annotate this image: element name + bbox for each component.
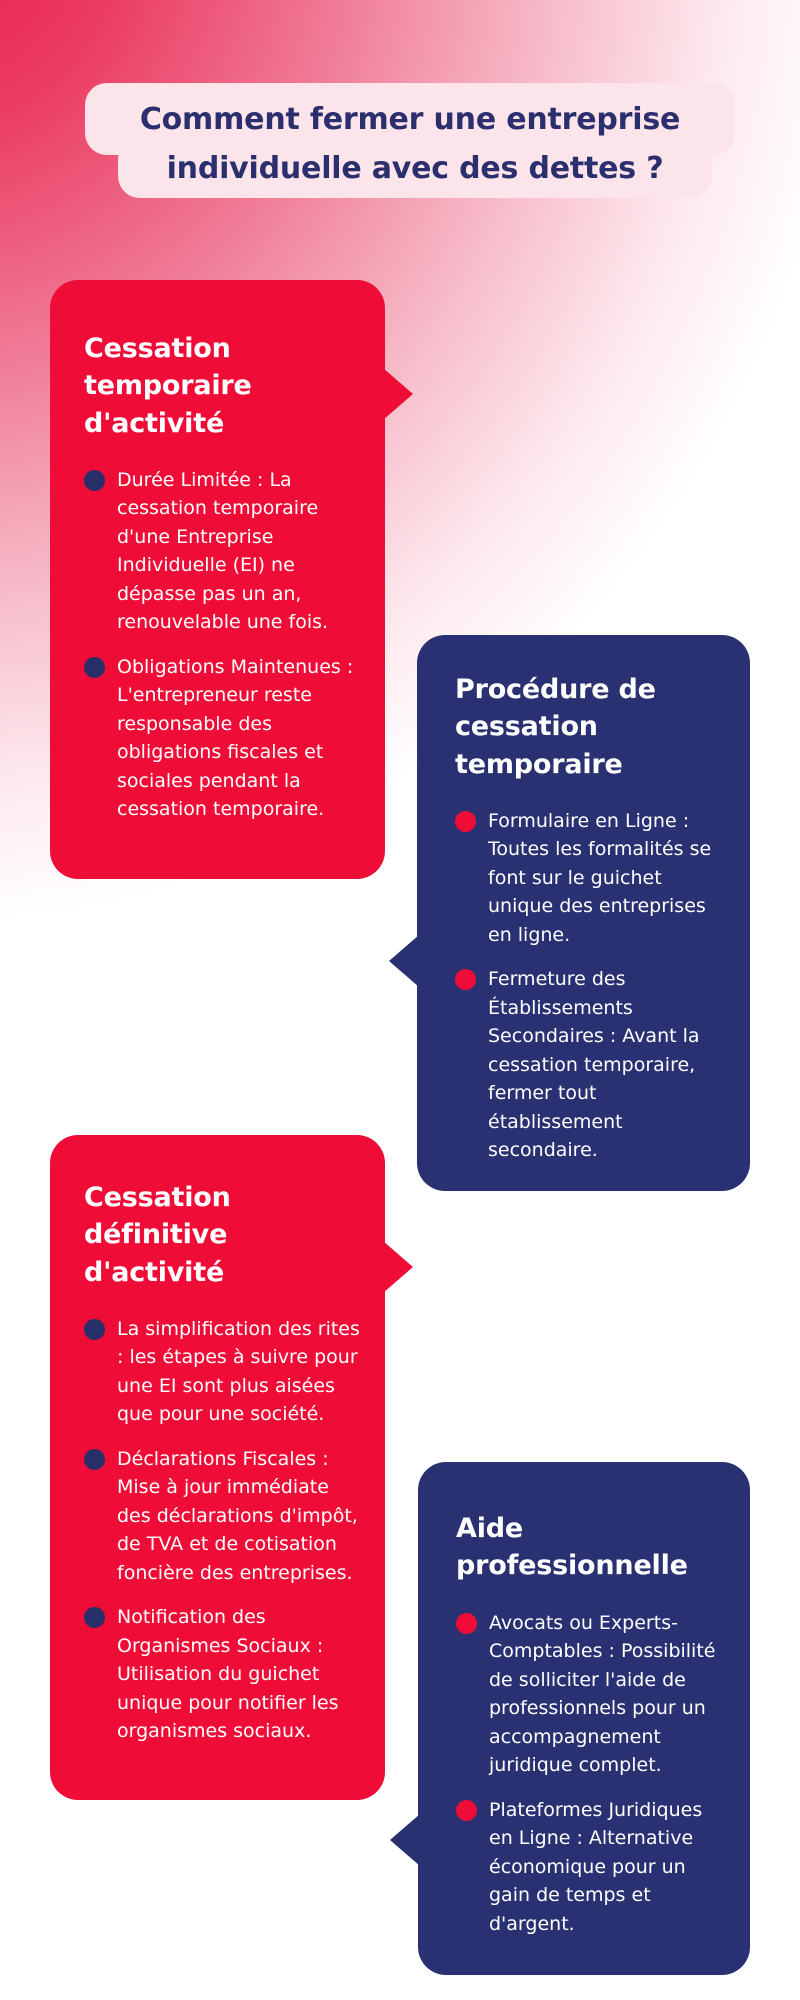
bullet-text: Obligations Maintenues : L'entrepreneur reste responsable des obligations fiscales et sociales pendant la cessation temporaire. xyxy=(117,655,354,821)
bullet-text: Notification des Organismes Sociaux : Utilisation du guichet unique pour notifier les organismes sociaux. xyxy=(117,1606,339,1743)
bullet-dot-icon xyxy=(84,1319,105,1340)
list-item xyxy=(84,1603,365,1746)
card-tail-left xyxy=(389,935,419,987)
bullet-text: Formulaire en Ligne : Toutes les formalités se font sur le guichet unique des entreprises en ligne. xyxy=(488,809,712,946)
card-title: Cessation temporaire d'activité xyxy=(84,333,252,439)
list-item xyxy=(84,466,361,637)
list-item xyxy=(84,653,361,824)
list-item xyxy=(456,1796,728,1939)
page-title xyxy=(85,83,735,198)
bullet-text: Fermeture des Établissements Secondaires : Avant la cessation temporaire, fermer tout établissement secondaire. xyxy=(488,968,700,1162)
card-cessation-definitive xyxy=(50,1135,385,1800)
list-item xyxy=(455,965,728,1165)
card-procedure-cessation xyxy=(417,635,750,1191)
card-title: Aide professionnelle xyxy=(456,1513,688,1582)
card-cessation-temporaire xyxy=(50,280,385,879)
bullet-dot-icon xyxy=(456,1613,477,1634)
card-tail-right xyxy=(383,368,413,420)
list-item xyxy=(84,1445,365,1588)
card-title: Procédure de cessation temporaire xyxy=(455,674,656,780)
bullet-text: Plateformes Juridiques en Ligne : Alternative économique pour un gain de temps et d'argent. xyxy=(489,1798,703,1935)
bullet-dot-icon xyxy=(84,1449,105,1470)
card-title: Cessation définitive d'activité xyxy=(84,1182,231,1288)
bullet-dot-icon xyxy=(84,657,105,678)
bullet-dot-icon xyxy=(455,811,476,832)
bullet-dot-icon xyxy=(84,470,105,491)
bullet-dot-icon xyxy=(455,969,476,990)
page-title-line-2: individuelle avec des dettes ? xyxy=(118,138,712,198)
list-item xyxy=(84,1315,365,1429)
bullet-text: Avocats ou Experts-Comptables : Possibilité de solliciter l'aide de professionnels pour un accompagnement juridique complet. xyxy=(489,1611,716,1776)
bullet-text: Déclarations Fiscales : Mise à jour immédiate des déclarations d'impôt, de TVA et de cotisation foncière des entreprises. xyxy=(117,1447,358,1584)
bullet-text: Durée Limitée : La cessation temporaire d'une Entreprise Individuelle (EI) ne dépasse pas un an, renouvelable une fois. xyxy=(117,468,329,634)
page-title-line-1: Comment fermer une entreprise xyxy=(85,83,735,155)
card-tail-right xyxy=(383,1241,413,1293)
list-item xyxy=(455,807,728,950)
bullet-dot-icon xyxy=(84,1607,105,1628)
card-aide-professionnelle xyxy=(418,1462,750,1975)
bullet-text: La simplification des rites : les étapes à suivre pour une EI sont plus aisées que pour une société. xyxy=(117,1317,360,1426)
list-item xyxy=(456,1609,728,1780)
bullet-dot-icon xyxy=(456,1800,477,1821)
card-tail-left xyxy=(390,1814,420,1866)
